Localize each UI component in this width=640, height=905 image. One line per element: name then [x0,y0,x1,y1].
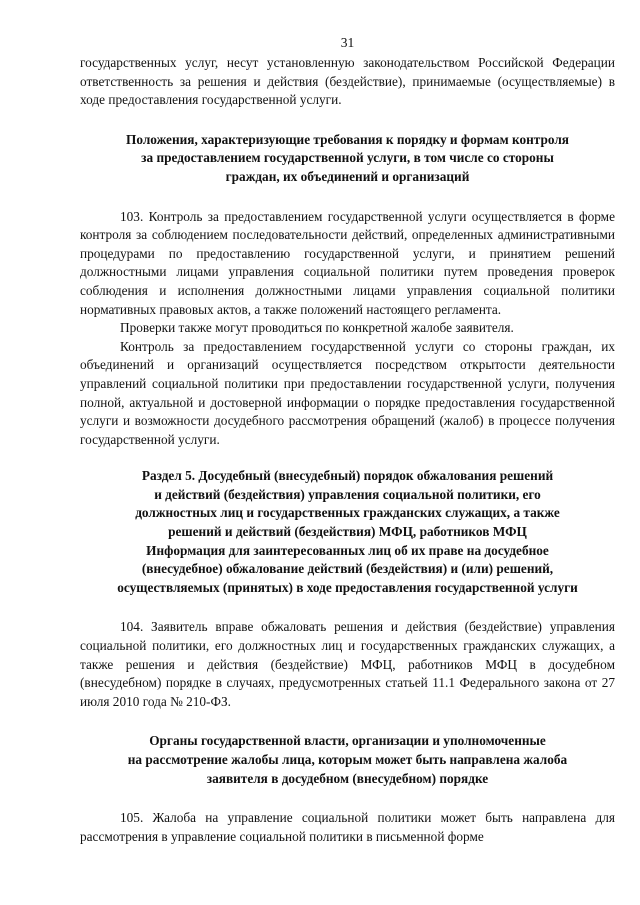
paragraph-103: 103. Контроль за предоставлением государственной услуги осуществляется в форме контроля за соблюдением последовательности действий, определенных административными процедурами по предоставлению государственной услуги, и принятием решений должностными лицами управления социальной политики путем проведения проверок соблюдения и исполнения должностными лицами управления социальной политики нормативных правовых актов, а также положений настоящего регламента. [80,208,615,317]
heading-line: на рассмотрение жалобы лица, которым может быть направлена жалоба [127,752,568,767]
heading-line: Раздел 5. Досудебный (внесудебный) порядок обжалования решений [141,468,554,484]
heading-line: решений и действий (бездействия) МФЦ, работников МФЦ [168,524,527,540]
heading-line: (внесудебное) обжалование действий (бездействия) и (или) решений, [141,561,554,577]
heading-control-requirements [80,131,615,187]
heading-line: должностных лиц и государственных гражданских служащих, а также [135,505,560,521]
heading-line: осуществляемых (принятых) в ходе предоставления государственной услуги [117,579,578,595]
heading-line: Информация для заинтересованных лиц об их праве на досудебное [146,542,549,558]
heading-line: Органы государственной власти, организации и уполномоченные [149,733,546,749]
paragraph-105: 105. Жалоба на управление социальной политики может быть направлена для рассмотрения в управление социальной политики в письменной форме [80,810,615,844]
paragraph-104: 104. Заявитель вправе обжаловать решения и действия (бездействие) управления социальной политики, его должностных лиц и государственных гражданских служащих, а также решения и действия (бездействие) МФЦ, работников МФЦ в досудебном (внесудебном) порядке в случаях, предусмотренных статьей 11.1 Федерального закона от 27 июля 2010 года № 210-ФЗ. [80,619,615,709]
heading-line: за предоставлением государственной услуги, в том числе со стороны [141,150,554,166]
heading-section-5 [80,467,615,597]
heading-line: заявителя в досудебном (внесудебном) порядке [206,770,489,786]
paragraph-checks: Проверки также могут проводиться по конкретной жалобе заявителя. [120,320,514,336]
heading-line: Положения, характеризующие требования к порядку и формам контроля [126,131,569,147]
heading-complaint-bodies [80,732,615,788]
paragraph-continuation: государственных услуг, несут установленную законодательством Российской Федерации ответственность за решения и действия (бездействие), принимаемые (осуществляемые) в ходе предоставления государственной услуги. [80,55,615,108]
document-page [80,34,615,846]
heading-line: граждан, их объединений и организаций [225,168,470,184]
page-number: 31 [340,35,355,50]
paragraph-public-control: Контроль за предоставлением государственной услуги со стороны граждан, их объединений и организаций осуществляется посредством открытости деятельности управлений социальной политики при предоставлении государственной услуги, получения полной, актуальной и достоверной информации о порядке предоставления государственной услуги и возможности досудебного рассмотрения обращений (жалоб) в процессе получения государственной услуги. [80,338,615,447]
heading-line: и действий (бездействия) управления социальной политики, его [154,486,541,502]
